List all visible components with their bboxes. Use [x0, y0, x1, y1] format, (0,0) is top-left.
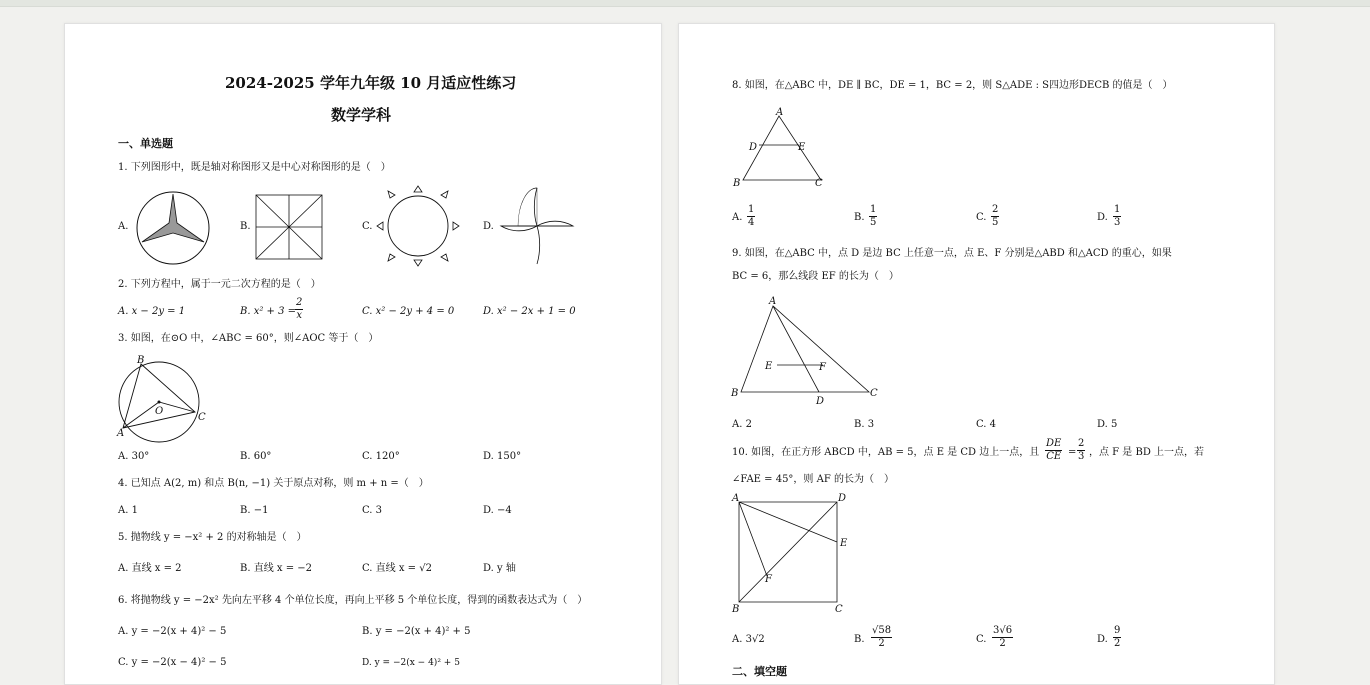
- q9-fig-label-d: D: [816, 396, 825, 407]
- q9-figure-triangle-centroids: [731, 294, 891, 406]
- q2-option-a: A. x − 2y = 1: [118, 306, 186, 317]
- q8-option-a-fraction: [747, 204, 755, 229]
- q2-b-denominator: x: [296, 310, 302, 321]
- q8-fig-label-e: E: [798, 142, 806, 153]
- q10-option-d-label: D.: [1097, 634, 1108, 645]
- q3-option-a: A. 30°: [118, 451, 150, 462]
- q10-fig-label-a: A: [732, 493, 740, 504]
- q9-option-c: C. 4: [976, 419, 997, 430]
- q8-option-c-label: C.: [976, 212, 987, 223]
- q5-option-b: B. 直线 x = −2: [240, 563, 313, 574]
- document-subtitle: 数学学科: [331, 106, 392, 124]
- q6-option-b: B. y = −2(x + 4)² + 5: [362, 626, 471, 637]
- q10-fig-label-b: B: [732, 604, 740, 615]
- question-10-stem-post: ，点 F 是 BD 上一点，若: [1089, 447, 1205, 458]
- q10-ratio-de-ce: [1045, 438, 1062, 463]
- q3-fig-label-o: O: [155, 406, 164, 417]
- question-1-stem: 1. 下列图形中，既是轴对称图形又是中心对称图形的是（ ）: [118, 162, 391, 173]
- q6-option-a: A. y = −2(x + 4)² − 5: [118, 626, 227, 637]
- q4-option-c: C. 3: [362, 505, 383, 516]
- question-8-stem: 8. 如图，在△ABC 中，DE ∥ BC，DE = 1，BC = 2，则 S△ADE : S四边形DECB 的值是（ ）: [732, 80, 1173, 91]
- q9-fig-label-e: E: [765, 361, 773, 372]
- q1-figure-b-pinwheel: [255, 194, 323, 260]
- q8-option-d-fraction: [1113, 204, 1121, 229]
- q3-option-d: D. 150°: [483, 451, 522, 462]
- q8-fig-label-a: A: [776, 107, 784, 118]
- q8-b-num: 1: [870, 204, 877, 215]
- question-2-stem: 2. 下列方程中，属于一元二次方程的是（ ）: [118, 279, 321, 290]
- q10-fig-label-d: D: [838, 493, 847, 504]
- q3-fig-label-a: A: [117, 428, 125, 439]
- q8-fig-label-c: C: [815, 178, 823, 189]
- q8-option-b-label: B.: [854, 212, 865, 223]
- question-6-stem: 6. 将抛物线 y = −2x² 先向左平移 4 个单位长度，再向上平移 5 个单位长度，得到的函数表达式为（ ）: [118, 595, 588, 606]
- question-4-stem: 4. 已知点 A(2, m) 和点 B(n, −1) 关于原点对称，则 m + n =（ ）: [118, 478, 429, 489]
- document-title: 2024-2025 学年九年级 10 月适应性练习: [225, 74, 517, 92]
- q9-option-b: B. 3: [854, 419, 875, 430]
- section-heading-single-choice: 一、单选题: [118, 137, 173, 150]
- q10-ratio-value: [1077, 438, 1085, 463]
- q8-option-d-label: D.: [1097, 212, 1108, 223]
- q10-option-b-fraction: [871, 625, 892, 650]
- q2-option-d: D. x² − 2x + 1 = 0: [483, 306, 576, 317]
- viewer-toolbar: [0, 0, 1370, 7]
- q10-option-a: A. 3√2: [732, 634, 765, 645]
- q10-fig-label-c: C: [835, 604, 843, 615]
- question-5-stem: 5. 抛物线 y = −x² + 2 的对称轴是（ ）: [118, 532, 307, 543]
- q8-c-den: 5: [992, 217, 999, 228]
- q5-option-c: C. 直线 x = √2: [362, 563, 432, 574]
- document-page-2: [678, 23, 1275, 685]
- q8-d-num: 1: [1114, 204, 1121, 215]
- q1-option-c-label: C.: [362, 221, 373, 232]
- q10-d-den: 2: [1114, 638, 1121, 649]
- q9-fig-label-b: B: [731, 388, 739, 399]
- q10-fig-label-f: F: [765, 574, 772, 585]
- q3-option-c: C. 120°: [362, 451, 400, 462]
- q2-option-b: B. x² + 3 =: [240, 306, 297, 317]
- q2-b-numerator: 2: [296, 297, 303, 308]
- q10-ratio-value-den: 3: [1078, 451, 1085, 462]
- q10-option-d-fraction: [1113, 625, 1121, 650]
- q8-c-num: 2: [992, 204, 999, 215]
- q5-option-a: A. 直线 x = 2: [118, 563, 182, 574]
- q10-d-num: 9: [1114, 625, 1121, 636]
- q5-option-d: D. y 轴: [483, 563, 516, 574]
- q4-option-d: D. −4: [483, 505, 512, 516]
- question-10-stem-pre: 10. 如图，在正方形 ABCD 中，AB = 5，点 E 是 CD 边上一点，且: [732, 447, 1040, 458]
- q1-figure-c-sun: [377, 186, 459, 266]
- q4-option-b: B. −1: [240, 505, 269, 516]
- q6-option-c: C. y = −2(x − 4)² − 5: [118, 657, 227, 668]
- q10-c-den: 2: [999, 638, 1006, 649]
- q1-option-b-label: B.: [240, 221, 251, 232]
- question-9-stem-line1: 9. 如图，在△ABC 中，点 D 是边 BC 上任意一点，点 E、F 分别是△ABD 和△ACD 的重心，如果: [732, 248, 1172, 259]
- q2-option-b-fraction: [295, 297, 303, 322]
- q3-fig-label-b: B: [137, 355, 145, 366]
- q2-option-c: C. x² − 2y + 4 = 0: [362, 306, 455, 317]
- q6-option-d: D. y = −2(x − 4)² + 5: [362, 658, 460, 668]
- q10-b-den: 2: [878, 638, 885, 649]
- q4-option-a: A. 1: [118, 505, 138, 516]
- question-3-stem: 3. 如图，在⊙O 中，∠ABC = 60°，则∠AOC 等于（ ）: [118, 333, 379, 344]
- q1-figure-a-circle-propeller: [135, 190, 211, 266]
- q8-b-den: 5: [870, 217, 877, 228]
- q3-fig-label-c: C: [198, 412, 206, 423]
- q10-ratio-den: CE: [1046, 451, 1062, 462]
- q10-c-num: 3√6: [993, 625, 1013, 636]
- q9-fig-label-a: A: [769, 296, 777, 307]
- q9-option-d: D. 5: [1097, 419, 1118, 430]
- q10-option-c-label: C.: [976, 634, 987, 645]
- q10-b-num: √58: [872, 625, 892, 636]
- q10-equals: =: [1068, 447, 1077, 458]
- question-10-stem-line2: ∠FAE = 45°，则 AF 的长为（ ）: [732, 474, 894, 485]
- q8-fig-label-b: B: [733, 178, 741, 189]
- q1-option-d-label: D.: [483, 221, 494, 232]
- q8-figure-triangle-de-bc: [731, 108, 831, 188]
- q9-option-a: A. 2: [732, 419, 752, 430]
- q9-fig-label-f: F: [819, 362, 826, 373]
- document-page-1: [64, 23, 662, 685]
- q10-option-b-label: B.: [854, 634, 865, 645]
- q1-option-a-label: A.: [118, 221, 129, 232]
- section-heading-fill-blank: 二、填空题: [732, 665, 787, 678]
- q3-figure-circle-o: [115, 354, 215, 440]
- question-9-stem-line2: BC = 6，那么线段 EF 的长为（ ）: [732, 271, 899, 282]
- q10-figure-square-abcd: [729, 490, 859, 618]
- q8-option-b-fraction: [869, 204, 877, 229]
- q8-d-den: 3: [1114, 217, 1121, 228]
- q3-option-b: B. 60°: [240, 451, 272, 462]
- q9-fig-label-c: C: [870, 388, 878, 399]
- q10-fig-label-e: E: [840, 538, 848, 549]
- q8-fig-label-d: D: [749, 142, 758, 153]
- q8-a-den: 4: [748, 217, 755, 228]
- q1-figure-d-quarter-circles: [499, 186, 579, 266]
- q10-option-c-fraction: [992, 625, 1013, 650]
- q10-ratio-value-num: 2: [1078, 438, 1085, 449]
- q8-a-num: 1: [748, 204, 755, 215]
- q8-option-c-fraction: [991, 204, 999, 229]
- q10-ratio-num: DE: [1046, 438, 1062, 449]
- q8-option-a-label: A.: [732, 212, 743, 223]
